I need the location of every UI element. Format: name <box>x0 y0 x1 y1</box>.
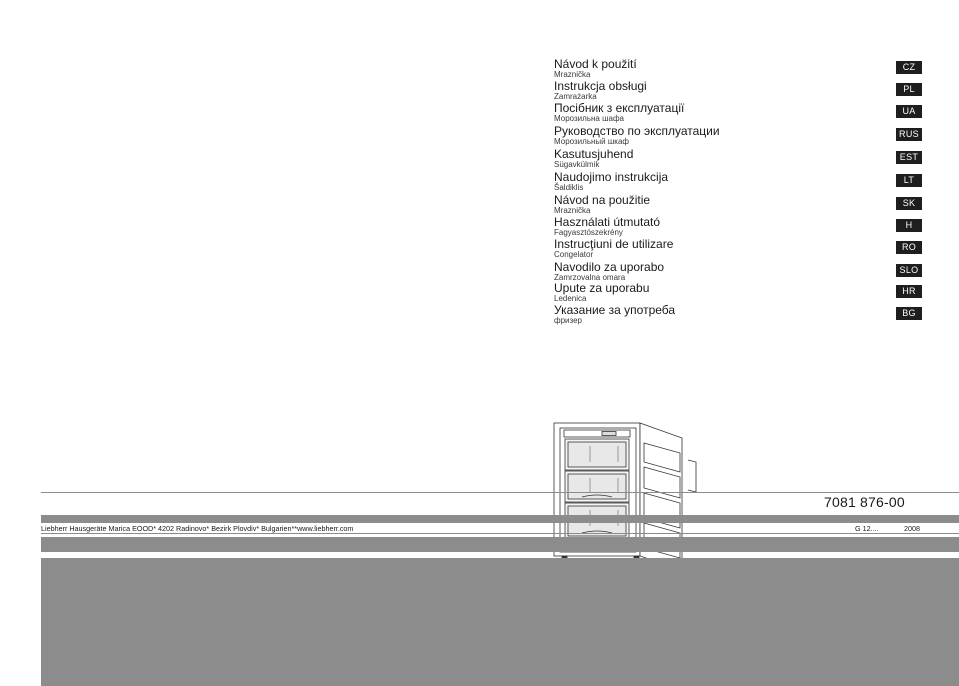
language-title: Указание за употреба <box>554 303 676 317</box>
language-title: Használati útmutató <box>554 215 661 229</box>
language-title: Руководство по эксплуатации <box>554 124 720 138</box>
document-number: 7081 876-00 <box>824 494 905 510</box>
language-subtitle: Mraznička <box>554 70 591 79</box>
language-title: Navodilo za uporabo <box>554 260 665 274</box>
language-subtitle: Морозильный шкаф <box>554 137 629 146</box>
language-code-badge: H <box>896 219 922 232</box>
language-subtitle: Морозильна шафа <box>554 114 624 123</box>
footer-year: 2008 <box>904 524 920 533</box>
footer-address: Liebherr Hausgeräte Marica EOOD* 4202 Radinovo* Bezirk Plovdiv* Bulgarien**www.liebherr.com <box>41 524 354 533</box>
language-subtitle: Ledenica <box>554 294 587 303</box>
footer-model: G 12.... <box>855 524 879 533</box>
language-code-badge: SLO <box>896 264 922 277</box>
language-subtitle: Šaldiklis <box>554 183 584 192</box>
bottom-panel <box>41 558 959 686</box>
language-subtitle: Sügavkülmik <box>554 160 600 169</box>
language-code-badge: SK <box>896 197 922 210</box>
language-code-badge: RUS <box>896 128 922 141</box>
language-subtitle: Fagyasztószekrény <box>554 228 623 237</box>
language-title: Návod na použitie <box>554 193 651 207</box>
stripe-lower <box>41 537 959 552</box>
language-title: Kasutusjuhend <box>554 147 634 161</box>
language-subtitle: Mraznička <box>554 206 591 215</box>
language-title: Naudojimo instrukcija <box>554 170 669 184</box>
language-code-badge: PL <box>896 83 922 96</box>
language-code-badge: EST <box>896 151 922 164</box>
language-code-badge: UA <box>896 105 922 118</box>
language-title: Návod k použití <box>554 57 637 71</box>
stripe-upper <box>41 515 959 523</box>
language-title: Instrucţiuni de utilizare <box>554 237 674 251</box>
footer-divider-line <box>41 533 959 534</box>
language-code-badge: CZ <box>896 61 922 74</box>
language-title: Посібник з експлуатації <box>554 101 685 115</box>
top-divider-line <box>41 492 959 493</box>
language-code-badge: RO <box>896 241 922 254</box>
language-title: Instrukcja obsługi <box>554 79 647 93</box>
language-subtitle: Congelator <box>554 250 594 259</box>
language-code-badge: LT <box>896 174 922 187</box>
language-code-badge: BG <box>896 307 922 320</box>
language-title: Upute za uporabu <box>554 281 650 295</box>
language-subtitle: фризер <box>554 316 582 325</box>
language-code-badge: HR <box>896 285 922 298</box>
language-subtitle: Zamrażarka <box>554 92 597 101</box>
language-subtitle: Zamrzovalna omara <box>554 273 626 282</box>
